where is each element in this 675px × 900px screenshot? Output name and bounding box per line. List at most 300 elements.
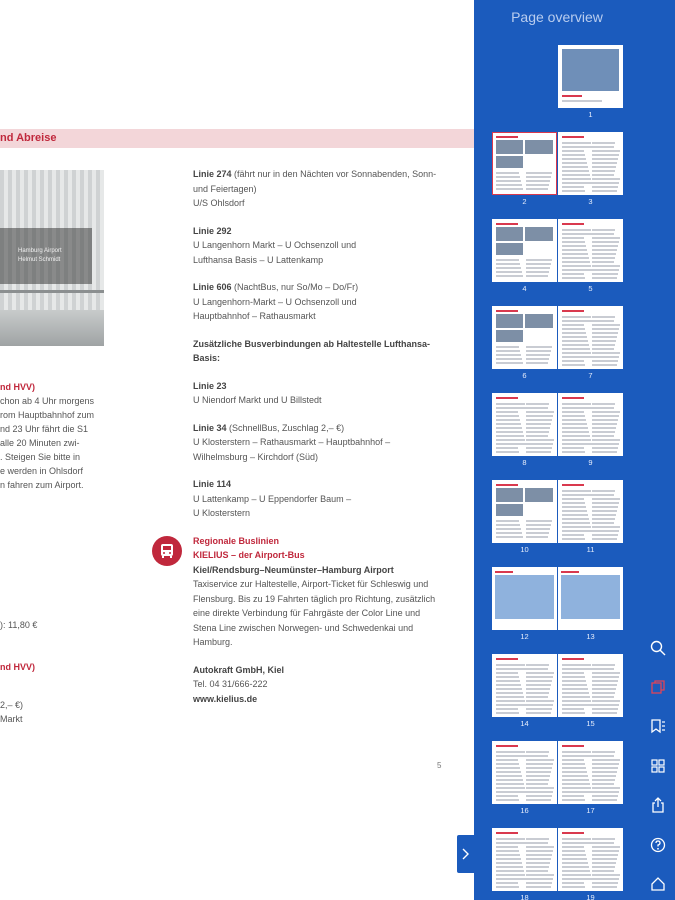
thumb-mark [592,443,619,445]
thumb-mark [496,745,518,747]
thumb-mark [496,180,521,182]
thumb-mark [592,277,617,279]
thumbnail-label: 18 [520,893,529,900]
thumb-mark [592,704,619,706]
thumb-mark [562,154,585,156]
thumb-mark [496,712,519,714]
thumb-mark [562,498,584,500]
thumb-mark [592,846,620,848]
thumb-mark [592,162,617,164]
sign-line-1: Hamburg Airport [18,248,62,254]
thumb-mark [562,344,589,346]
thumb-mark [496,692,523,694]
thumb-mark [592,874,620,876]
thumbnail-row [492,741,632,828]
thumbnail-label: 10 [520,545,529,554]
thumbnail-label: 14 [520,719,529,728]
thumbnail-label: 9 [588,458,593,467]
thumb-mark [562,320,592,322]
thumb-mark [592,838,615,840]
thumb-mark [592,142,615,144]
thumb-mark [526,787,554,789]
thumb-mark [592,403,615,405]
page-thumbnail[interactable] [558,393,623,456]
grid-button[interactable] [644,752,672,780]
thumb-mark [562,332,586,334]
thumb-mark [496,795,518,797]
bus-line-route: U Lattenkamp – U Eppendorfer Baum – [193,493,352,504]
help-button[interactable] [644,831,672,859]
thumb-mark [562,439,591,441]
thumb-mark [496,664,525,666]
thumb-mark [562,510,587,512]
thumb-mark [496,451,519,453]
thumb-mark [496,397,518,399]
thumb-mark [496,755,526,757]
thumb-mark [496,136,518,138]
thumb-mark [592,178,620,180]
thumb-mark [561,571,579,573]
thumb-mark [526,407,548,409]
thumb-mark [562,502,585,504]
thumb-mark [592,696,614,698]
thumb-mark [496,668,526,670]
thumb-mark [525,227,553,241]
home-button[interactable] [644,870,672,898]
thumb-mark [496,676,519,678]
thumb-mark [562,658,584,660]
thumb-mark [562,348,590,350]
thumb-mark [562,233,592,235]
left-column-text [0,380,112,726]
airport-sign [0,228,92,284]
thumb-mark [561,575,620,619]
thumb-mark [562,49,619,91]
thumb-mark [562,538,585,540]
page-thumbnail[interactable] [558,45,623,108]
thumb-mark [562,672,584,674]
page-thumbnail[interactable] [492,480,557,543]
thumb-mark [496,259,519,261]
thumb-mark [562,708,584,710]
thumbnail-row [492,393,632,480]
left-col-line: 2,– €) [0,700,24,710]
thumb-mark [496,532,522,534]
thumb-mark [526,435,548,437]
bus-line-route: Wilhelmsburg – Kirchdorf (Süd) [193,451,319,462]
thumb-mark [562,751,591,753]
thumb-mark [526,259,552,261]
page-thumbnail[interactable] [492,219,557,282]
section-title: nd Abreise [0,132,57,144]
bus-line-title: Zusätzliche Busverbindungen ab Haltestelle Lufthansa-Basis: [193,338,431,363]
company-block [193,663,453,707]
thumb-mark [562,490,591,492]
thumb-mark [562,700,591,702]
thumb-mark [526,696,548,698]
sign-line-2: Helmut Schmidt [18,257,61,263]
thumb-mark [496,866,523,868]
thumb-mark [526,755,548,757]
thumb-mark [592,423,617,425]
thumb-mark [592,771,617,773]
left-col-line: nd HVV) [0,382,35,392]
thumb-mark [526,275,548,277]
thumb-mark [592,862,616,864]
thumb-mark [592,795,618,797]
page-thumbnail[interactable] [558,132,623,195]
thumb-mark [526,676,553,678]
grid-icon [650,758,666,774]
bookmarks-button[interactable] [644,712,672,740]
thumb-mark [496,787,525,789]
thumb-mark [592,518,615,520]
thumb-mark [562,166,588,168]
thumb-mark [562,676,585,678]
thumb-mark [526,346,552,348]
thumb-mark [562,403,591,405]
bus-line-note: (fährt nur in den Nächten vor Sonnabenden, Sonn- und Feiertagen) [193,169,437,194]
bus-line-block [193,167,453,211]
thumb-mark [496,443,526,445]
left-col-line: nd 23 Uhr fährt die S1 [0,424,89,434]
thumb-mark [592,755,614,757]
thumb-mark [496,870,524,872]
thumb-mark [562,755,592,757]
thumb-mark [496,886,519,888]
page-number: 5 [437,761,442,770]
thumb-mark [592,858,617,860]
thumbnail-row [492,45,632,132]
bus-line-title: Linie 606 [193,282,232,292]
thumb-mark [592,324,620,326]
thumb-mark [592,514,616,516]
thumb-mark [496,858,521,860]
left-col-line: alle 20 Minuten zwi- [0,438,80,448]
thumb-mark [562,356,592,358]
thumb-mark [496,176,520,178]
bus-line-note: (SchnellBus, Zuschlag 2,– €) [226,422,345,433]
thumb-mark [562,257,589,259]
thumb-mark [496,488,523,502]
thumb-mark [496,850,519,852]
thumb-mark [495,571,513,573]
page-thumbnail[interactable] [558,219,623,282]
thumb-mark [562,704,592,706]
page-thumbnail[interactable] [492,828,557,891]
thumb-mark [526,767,552,769]
thumb-mark [562,688,588,690]
thumb-mark [592,538,617,540]
page-thumbnail[interactable] [558,567,623,630]
company-phone: Tel. 04 31/666-222 [193,679,268,689]
bus-line-route: U Langenhorn-Markt – U Ochsenzoll und [193,296,357,307]
thumb-mark [562,745,584,747]
thumb-mark [496,767,520,769]
thumb-mark [592,680,618,682]
left-col-line: e werden in Ohlsdorf [0,466,84,476]
thumb-mark [592,344,615,346]
thumb-mark [526,874,554,876]
thumb-mark [526,520,552,522]
thumb-mark [592,336,617,338]
page-thumbnail[interactable] [492,393,557,456]
thumb-mark [496,878,526,880]
search-button[interactable] [644,634,672,662]
thumb-mark [526,411,554,413]
thumb-mark [496,419,520,421]
thumb-mark [562,779,589,781]
thumb-mark [562,514,588,516]
page-thumbnail[interactable] [558,654,623,717]
thumb-mark [592,356,619,358]
thumb-mark [562,178,591,180]
thumb-mark [562,832,584,834]
thumb-mark [526,862,550,864]
thumbnail-label: 11 [586,545,595,554]
thumb-mark [592,419,618,421]
thumb-mark [562,411,584,413]
thumb-mark [526,692,549,694]
thumb-mark [592,415,619,417]
photo-rail [0,290,104,293]
thumb-mark [592,439,620,441]
thumb-mark [496,447,518,449]
thumb-mark [592,791,619,793]
thumb-mark [526,838,549,840]
thumb-mark [562,336,587,338]
thumb-mark [496,310,518,312]
thumb-mark [496,423,521,425]
thumb-mark [592,431,615,433]
thumb-mark [526,775,550,777]
thumb-mark [562,854,586,856]
thumb-mark [526,866,549,868]
thumb-mark [592,684,617,686]
thumb-mark [526,708,552,710]
bus-line-route: U Klosterstern [193,508,251,518]
thumb-mark [496,783,524,785]
bus-line-block [193,477,453,521]
page-thumbnail[interactable] [558,480,623,543]
thumb-mark [526,751,549,753]
thumb-mark [562,775,588,777]
thumb-mark [496,314,523,328]
thumb-mark [562,668,592,670]
thumb-mark [526,528,550,530]
thumb-mark [526,672,554,674]
thumbnail-row [492,828,632,900]
thumb-mark [592,494,614,496]
thumb-mark [592,332,618,334]
thumb-mark [496,536,523,538]
regional-subtitle: KIELIUS – der Airport-Bus [193,550,305,560]
thumbnail-row [492,480,632,567]
thumb-mark [562,223,584,225]
page-thumbnail[interactable] [492,741,557,804]
thumb-mark [562,696,590,698]
bus-line-block [193,337,453,366]
thumb-mark [525,488,553,502]
thumb-mark [526,700,554,702]
bus-line-route: Hauptbahnhof – Rathausmarkt [193,311,316,321]
thumb-mark [562,431,589,433]
thumb-mark [496,188,523,190]
thumb-mark [562,249,587,251]
thumb-mark [592,850,619,852]
left-col-line: . Steigen Sie bitte in [0,452,81,462]
thumb-mark [562,763,585,765]
bus-line-block [193,421,453,465]
thumbnail-list[interactable] [492,45,632,900]
thumbnail-label: 1 [588,110,593,119]
thumb-mark [562,692,589,694]
bus-line-block [193,224,453,268]
regional-body: Taxiservice zur Haltestelle, Airport-Ticket für Schleswig und Flensburg. Bis zu 19 Fahrten täglich pro Richtung, zusätzlich eine direkte Verbindung für Fahrgäste der Color Line und Stena Line zwischen Norwegen- und Schwedenkai und Hamburg. [193,579,436,647]
thumb-mark [592,708,618,710]
thumb-mark [562,791,592,793]
thumb-mark [496,708,518,710]
bus-line-title: Linie 292 [193,225,232,236]
thumb-mark [592,186,618,188]
thumb-mark [592,866,615,868]
thumb-mark [592,498,620,500]
page-thumbnail[interactable] [492,306,557,369]
thumb-mark [592,886,617,888]
thumbnail-row [492,306,632,393]
page-thumbnail[interactable] [558,828,623,891]
bookmarks-icon [650,718,666,734]
bus-icon [152,536,182,566]
page-thumbnail[interactable] [492,654,557,717]
thumb-mark [592,233,614,235]
thumb-mark [496,874,525,876]
thumb-mark [496,779,523,781]
share-button[interactable] [644,791,672,819]
thumb-mark [562,838,591,840]
page-thumbnail[interactable] [492,132,557,195]
thumb-mark [562,435,590,437]
page-thumbnail[interactable] [558,741,623,804]
thumb-mark [562,767,586,769]
thumb-mark [562,862,588,864]
thumbnail-label: 16 [520,806,529,815]
thumb-mark [496,680,520,682]
thumb-mark [562,397,584,399]
bus-line-route: U/S Ohlsdorf [193,198,245,208]
thumb-mark [496,330,523,342]
thumb-mark [562,858,587,860]
thumb-mark [496,427,522,429]
thumb-mark [592,241,619,243]
thumb-mark [562,427,588,429]
panel-title: Page overview [511,9,603,25]
thumb-mark [496,435,524,437]
thumb-mark [562,443,592,445]
thumb-mark [562,787,591,789]
thumbnail-label: 2 [522,197,527,206]
thumb-mark [526,188,548,190]
thumb-mark [562,712,585,714]
thumb-mark [562,870,590,872]
right-column-text [193,167,453,719]
thumb-mark [526,350,551,352]
thumb-mark [496,751,525,753]
thumb-mark [562,253,588,255]
thumb-mark [592,530,619,532]
thumb-mark [496,227,523,241]
thumb-mark [562,842,592,844]
thumb-mark [526,443,553,445]
thumbnail-row [492,567,632,654]
page-thumbnail[interactable] [558,306,623,369]
left-col-line: rom Hauptbahnhof zum [0,410,95,420]
thumb-mark [496,688,522,690]
thumb-mark [495,575,554,619]
pages-button[interactable] [644,673,672,701]
thumb-mark [526,184,549,186]
left-col-line: Markt [0,714,23,724]
thumb-mark [526,431,549,433]
thumb-mark [592,352,620,354]
thumb-mark [562,136,584,138]
thumb-mark [562,150,584,152]
thumb-mark [526,271,549,273]
thumb-mark [562,423,587,425]
thumb-mark [562,316,591,318]
thumb-mark [526,263,551,265]
thumb-mark [592,407,614,409]
thumb-mark [496,411,518,413]
thumb-mark [562,530,592,532]
thumb-mark [592,154,619,156]
thumbnail-label: 3 [588,197,593,206]
bus-line-title: Linie 274 [193,169,232,179]
thumb-mark [592,870,614,872]
page-thumbnail[interactable] [492,567,557,630]
thumb-mark [496,271,522,273]
left-col-line: nd HVV) [0,662,35,672]
collapse-panel-button[interactable] [457,835,474,873]
thumbnail-label: 13 [586,632,595,641]
thumb-mark [592,490,615,492]
bus-line-route: U Niendorf Markt und U Billstedt [193,395,322,405]
thumb-mark [496,696,524,698]
thumb-mark [496,759,518,761]
thumb-mark [562,186,584,188]
search-icon [650,640,666,656]
thumb-mark [592,502,619,504]
thumb-mark [496,415,519,417]
thumb-mark [496,882,518,884]
thumb-mark [592,767,618,769]
thumb-mark [592,842,614,844]
thumb-mark [496,672,518,674]
thumb-mark [562,95,582,97]
thumbnail-label: 15 [586,719,595,728]
thumb-mark [562,237,584,239]
thumb-mark [525,314,553,328]
thumb-mark [562,886,585,888]
thumb-mark [562,241,585,243]
thumb-mark [562,100,602,102]
bus-line-title: Linie 34 [193,422,227,433]
thumb-mark [592,712,617,714]
thumb-mark [592,146,614,148]
thumb-mark [496,775,522,777]
chevron-right-icon [461,847,470,861]
thumb-mark [592,751,615,753]
